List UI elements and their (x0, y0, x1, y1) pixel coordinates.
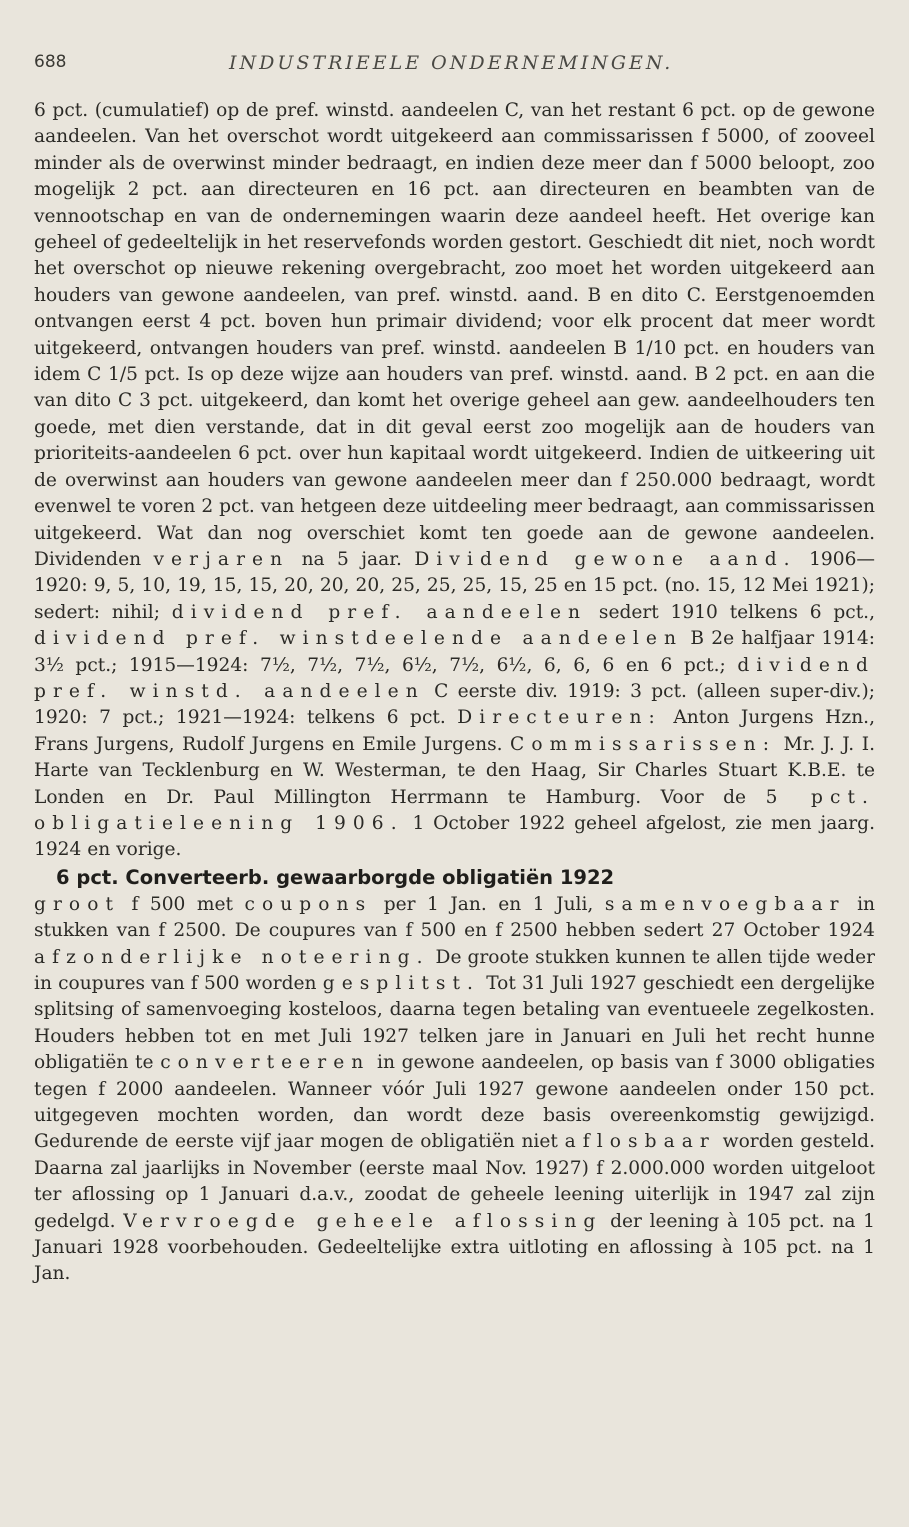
text-run: in stukken van f 2500. De coupures van f 500 en f 2500 hebben sedert 27 October 1924 (34, 893, 875, 942)
body-text (34, 98, 875, 1288)
spaced-term: Commissarissen: (510, 733, 777, 755)
running-header (34, 52, 875, 82)
paragraph-bond-terms (34, 892, 875, 1288)
text-run: worden gesteld. Daarna zal jaarlijks in November (eerste maal Nov. 1927) f 2.000.000 worden uitgeloot ter aflossing op 1 Januari d.a.v., zoodat de geheele leening uiterlijk in 1947 zal zijn gedelgd. (34, 1131, 875, 1232)
text-run: De groote stukken kunnen te allen tijde weder in coupures van f 500 worden (34, 946, 875, 994)
spaced-term: Dividend gewone aand. (414, 548, 797, 570)
text-run: B 2e halfjaar 1914: 3½ pct.; 1915—1924: 7½, 7½, 7½, 6½, 7½, 6½, 6, 6, 6 en 6 pct.; (34, 628, 876, 676)
spaced-term: verjaren (153, 548, 290, 570)
spaced-term: afzonderlijke noteering. (34, 946, 430, 968)
spaced-term: Vervroegde geheele aflossing (123, 1210, 603, 1232)
spaced-term: converteeren (160, 1052, 371, 1074)
text-run: na 5 jaar. (289, 548, 415, 570)
spaced-term: dividend pref. winstd. aandeelen (34, 654, 875, 702)
text-run: in gewone aandeelen, op basis van f 3000 obligaties tegen f 2000 aandeelen. Wanneer vóór Juli 1927 gewone aandeelen onder 150 pct. uitgegeven mochten worden, dan wordt deze basis overeenkomstig gewijzigd. Gedurende de eerste vijf jaar mogen de obligatiën niet (34, 1052, 875, 1153)
text-run: Tot 31 Juli 1927 geschiedt een dergelijke splitsing of samenvoeging kosteloos, daarna tegen betaling van eventueele zegelkosten. Houders hebben tot en met Juli 1927 telken jare in Januari en Juli het recht hunne obligatiën te (34, 973, 875, 1074)
spaced-term: gesplitst. (322, 973, 481, 994)
text-run: Anton Jurgens Hzn., Frans Jurgens, Rudolf Jurgens en Emile Jurgens. (34, 707, 875, 755)
text-run: 6 pct. (cumulatief) op de pref. winstd. aandeelen C, van het restant 6 pct. op de gewone aandeelen. Van het overschot wordt uitgekeerd aan commissarissen f 5000, of zooveel minder als de overwinst minder bedraagt, en indien deze meer dan f 5000 beloopt, zoo mogelijk 2 pct. aan directeuren en 16 pct. aan directeuren en beambten van de vennootschap en van de ondernemingen waarin deze aandeel heeft. Het overige kan geheel of gedeeltelijk in het reservefonds worden gestort. Geschiedt dit niet, noch wordt het overschot op nieuwe rekening overgebracht, zoo moet het worden uitgekeerd aan houders van gewone aandeelen, van pref. winstd. aand. B en dito C. Eerstgenoemden ontvangen eerst 4 pct. boven hun primair dividend; voor elk procent dat meer wordt uitgekeerd, ontvangen houders van pref. winstd. aandeelen B 1/10 pct. en houders van idem C 1/5 pct. Is op deze wijze aan houders van pref. winstd. aand. B 2 pct. en aan die van dito C 3 pct. uitgekeerd, dan komt het overige geheel aan gew. aandeelhouders ten goede, met dien verstande, dat in dit geval eerst zoo mogelijk aan de houders van prioriteits-aandeelen 6 pct. over hun kapitaal wordt uitgekeerd. Indien de uitkeering uit de overwinst aan houders van gewone aandeelen meer dan f 250.000 bedraagt, wordt evenwel te voren 2 pct. van hetgeen deze uitdeeling meer bedraagt, aan commissarissen uitgekeerd. Wat dan nog overschiet komt ten goede aan de gewone aandeelen. Dividenden (34, 100, 875, 570)
paragraph-dividend-rules (34, 98, 875, 864)
text-run: 1 October 1922 geheel afgelost, zie men jaarg. 1924 en vorige. (34, 812, 875, 861)
section-heading: 6 pct. Converteerb. gewaarborgde obligatiën 1922 (56, 865, 615, 889)
spaced-term: coupons (244, 893, 373, 915)
spaced-term: aflosbaar (564, 1131, 716, 1153)
spaced-term: dividend pref. winstdeelende aandeelen (34, 628, 684, 650)
spaced-term: Directeuren: (457, 707, 662, 729)
running-title: INDUSTRIEELE ONDERNEMINGEN. (229, 52, 674, 74)
page-number: 688 (34, 52, 67, 72)
text-run: der leening à 105 pct. na 1 Januari 1928 voorbehouden. Gedeeltelijke extra uitloting en aflossing à 105 pct. na 1 Jan. (34, 1210, 876, 1285)
text-run: per 1 Jan. en 1 Juli, (372, 893, 605, 915)
text-run: f 500 met (120, 893, 245, 915)
text-run: sedert 1910 telkens 6 pct., (587, 601, 875, 623)
spaced-term: groot (34, 893, 120, 915)
text-run: C eerste div. 1919: 3 pct. (alleen super-div.); 1920: 7 pct.; 1921—1924: telkens 6 pct. (34, 680, 875, 729)
text-run: Mr. J. J. I. Harte van Tecklenburg en W. Westerman, te den Haag, Sir Charles Stuart K.B.E. te Londen en Dr. Paul Millington Herrmann te Hamburg. Voor de (34, 733, 875, 808)
text-run: 1906—1920: 9, 5, 10, 19, 15, 15, 20, 20, 20, 25, 25, 25, 15, 25 en 15 pct. (no. 15, 12 Mei 1921); sedert: nihil; (34, 548, 875, 623)
spaced-term: samenvoegbaar (604, 893, 846, 915)
spaced-term: dividend pref. aandeelen (171, 601, 588, 623)
spaced-term: 5 pct. obligatieleening 1906. (34, 786, 875, 834)
